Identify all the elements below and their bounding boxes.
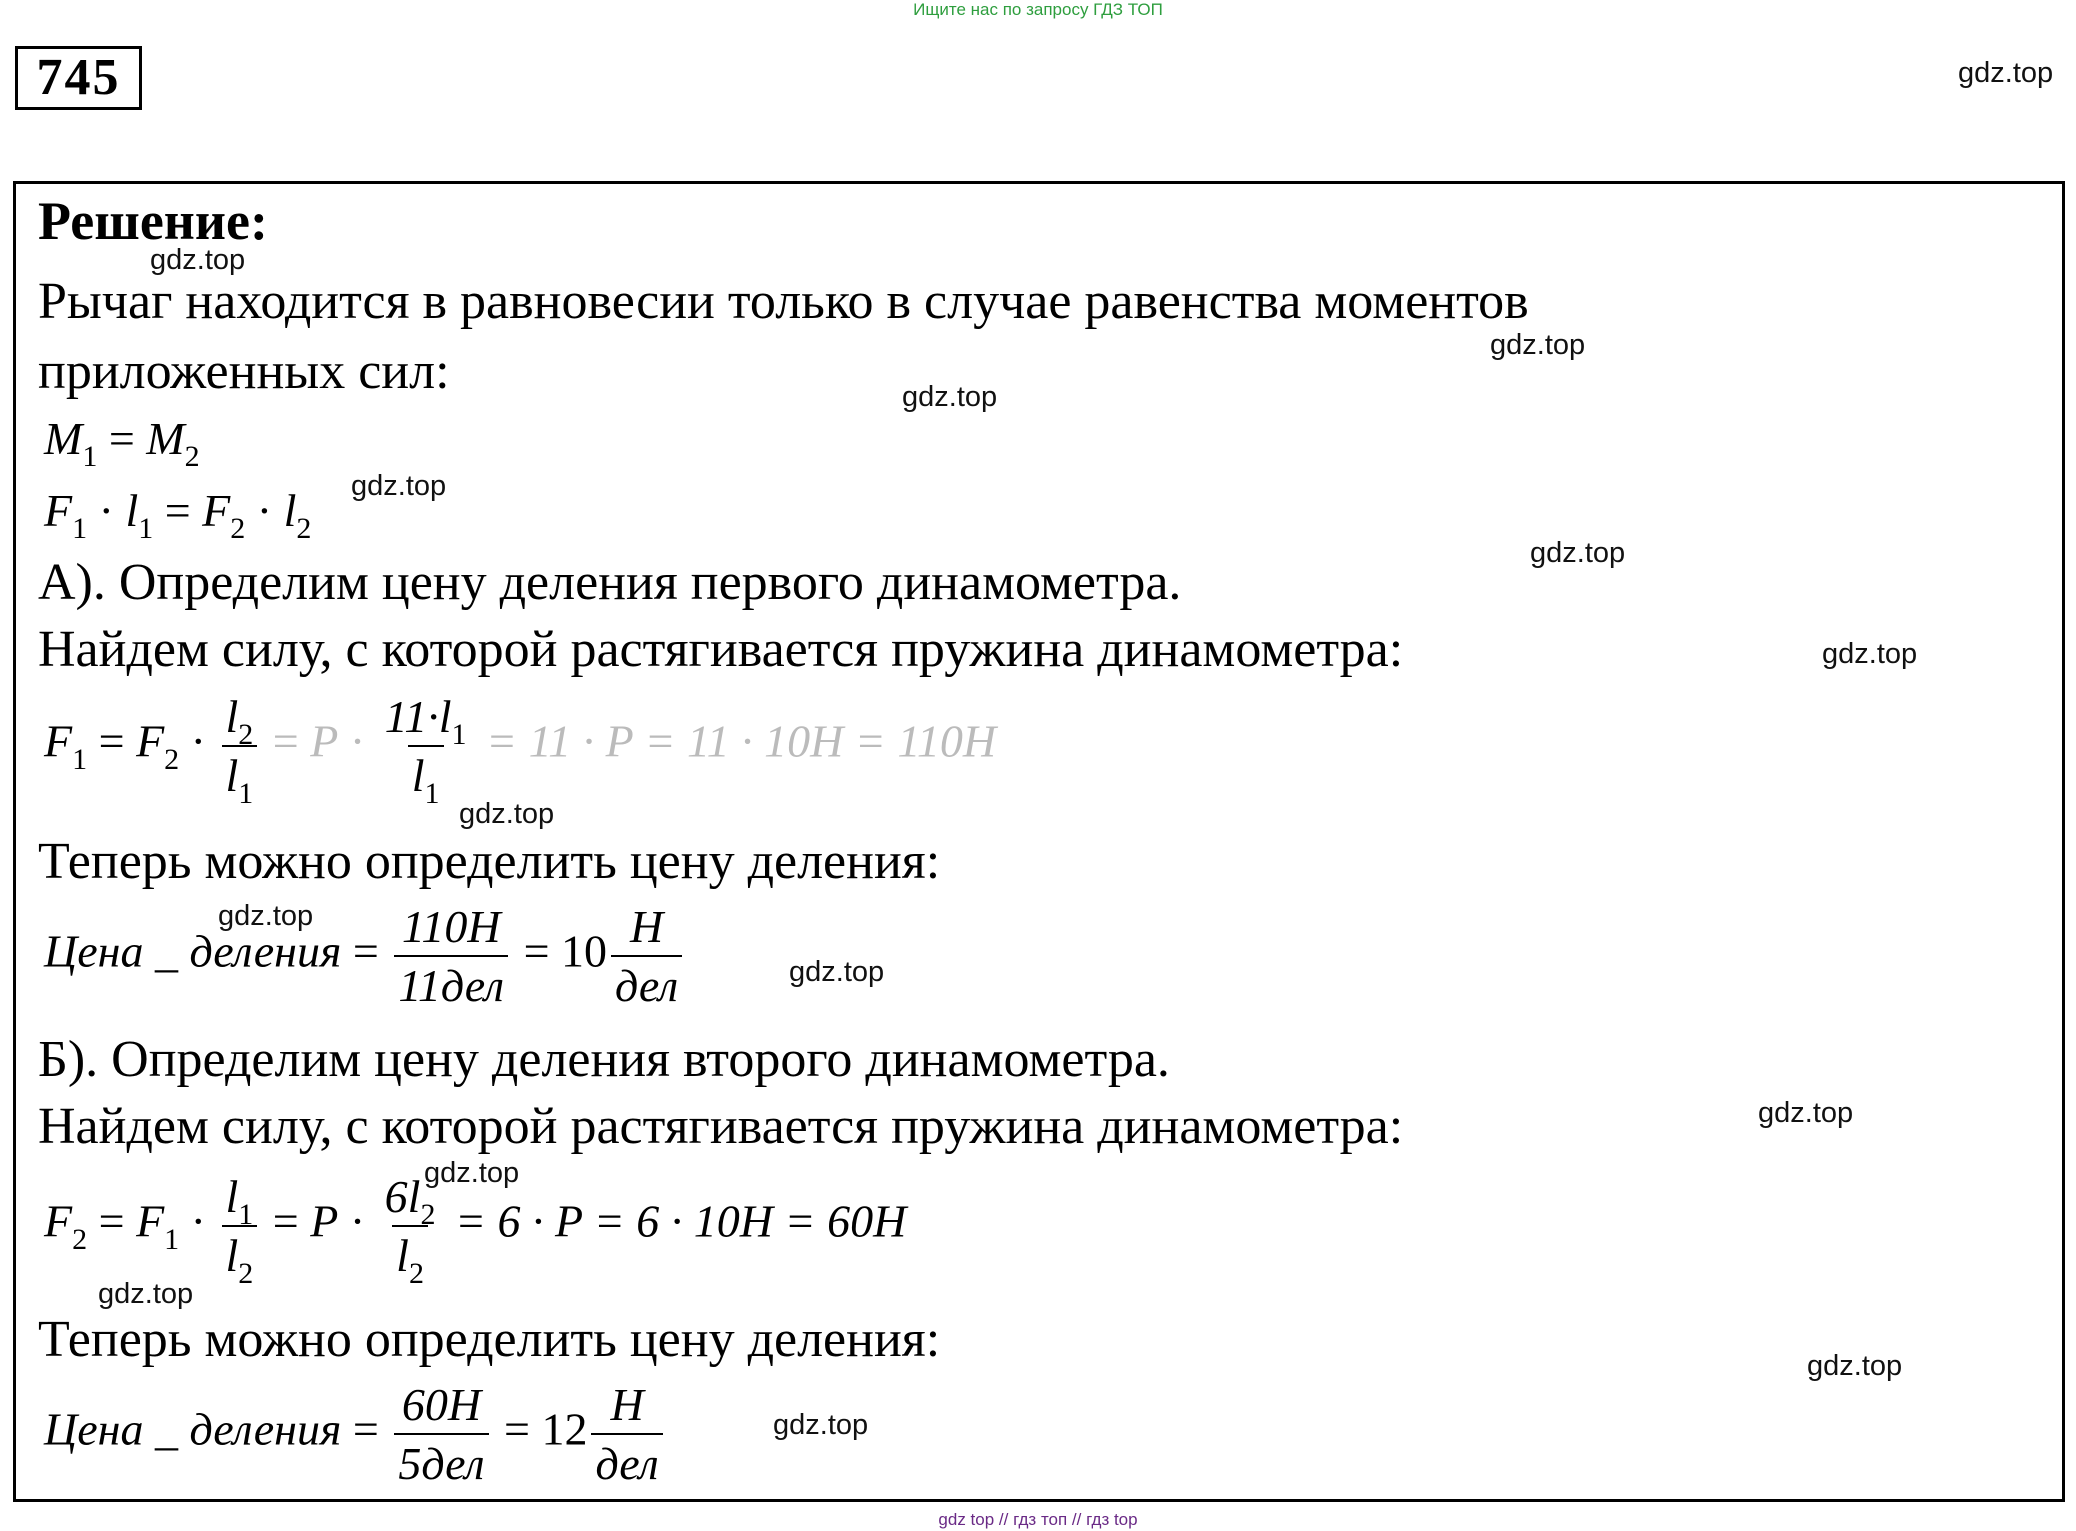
equation-moments: $M_1 = M_2$ xyxy=(44,413,200,473)
part-b-force-formula: $F_2 = F_1$ · $\frac{l_1}{l_2}$ = P · $\frac{6l_2}{l_2}$ = 6 · P = 6 · 10H = 60H xyxy=(44,1171,907,1290)
problem-number: 745 xyxy=(15,46,142,110)
watermark: gdz.top xyxy=(459,798,555,830)
solution-heading: Решение: xyxy=(38,191,268,251)
fraction: $\frac{H}{\text{дел}}$ xyxy=(591,1378,662,1490)
fraction: $\frac{110H}{\text{11дел}}$ xyxy=(394,900,508,1012)
equation-forces: $F_1 \cdot l_1 = F_2 \cdot l_2$ xyxy=(44,485,312,545)
watermark: gdz.top xyxy=(351,470,447,502)
fraction: $\frac{l_1}{l_2}$ xyxy=(222,1170,258,1282)
watermark: gdz.top xyxy=(1530,537,1626,569)
top-banner: Ищите нас по запросу ГДЗ ТОП xyxy=(913,0,1163,19)
part-b-find-force: Найдем силу, с которой растягивается пружина динамометра: xyxy=(38,1098,1404,1155)
watermark: gdz.top xyxy=(773,1409,869,1441)
site-label: gdz.top xyxy=(1958,57,2054,89)
part-a-find-force: Найдем силу, с которой растягивается пружина динамометра: xyxy=(38,621,1404,678)
fraction: $\frac{11\cdot l_1}{l_1}$ xyxy=(384,691,467,810)
part-a-price-formula: Цена _ деления = $\frac{110H}{\text{11дел}}$ = 10 $\frac{H}{\text{дел}}$ xyxy=(44,900,686,1012)
watermark: gdz.top xyxy=(218,900,314,932)
watermark: gdz.top xyxy=(424,1157,520,1189)
watermark: gdz.top xyxy=(902,381,998,413)
intro-line-1: Рычаг находится в равновесии только в случае равенства моментов xyxy=(38,273,1529,330)
fraction: $\frac{6l_2}{l_2}$ xyxy=(384,1171,436,1290)
fraction: $\frac{H}{\text{дел}}$ xyxy=(611,900,682,1012)
part-b-price-formula: Цена _ деления = $\frac{60H}{\text{5дел}}$ = 12 $\frac{H}{\text{дел}}$ xyxy=(44,1378,667,1490)
part-a-now-define: Теперь можно определить цену деления: xyxy=(38,833,941,890)
part-a-force-formula: $F_1 = F_2$ · $\frac{l_2}{l_1}$ = P · $\frac{11\cdot l_1}{l_1}$ = 11 · P = 11 · 10H = 110H xyxy=(44,691,997,810)
watermark: gdz.top xyxy=(1822,638,1918,670)
intro-line-2: приложенных сил: xyxy=(38,343,450,400)
fraction: $\frac{60H}{\text{5дел}}$ xyxy=(394,1378,488,1490)
part-b-title: Б). Определим цену деления второго динамометра. xyxy=(38,1031,1170,1088)
watermark: gdz.top xyxy=(1490,329,1586,361)
watermark: gdz.top xyxy=(150,244,246,276)
fraction: $\frac{l_2}{l_1}$ xyxy=(222,690,258,802)
watermark: gdz.top xyxy=(1807,1350,1903,1382)
watermark: gdz.top xyxy=(1758,1097,1854,1129)
watermark: gdz.top xyxy=(789,956,885,988)
watermark: gdz.top xyxy=(98,1278,194,1310)
footer-banner: gdz top // гдз топ // гдз top xyxy=(938,1510,1138,1529)
part-b-now-define: Теперь можно определить цену деления: xyxy=(38,1311,941,1368)
part-a-title: А). Определим цену деления первого динамометра. xyxy=(38,554,1182,611)
